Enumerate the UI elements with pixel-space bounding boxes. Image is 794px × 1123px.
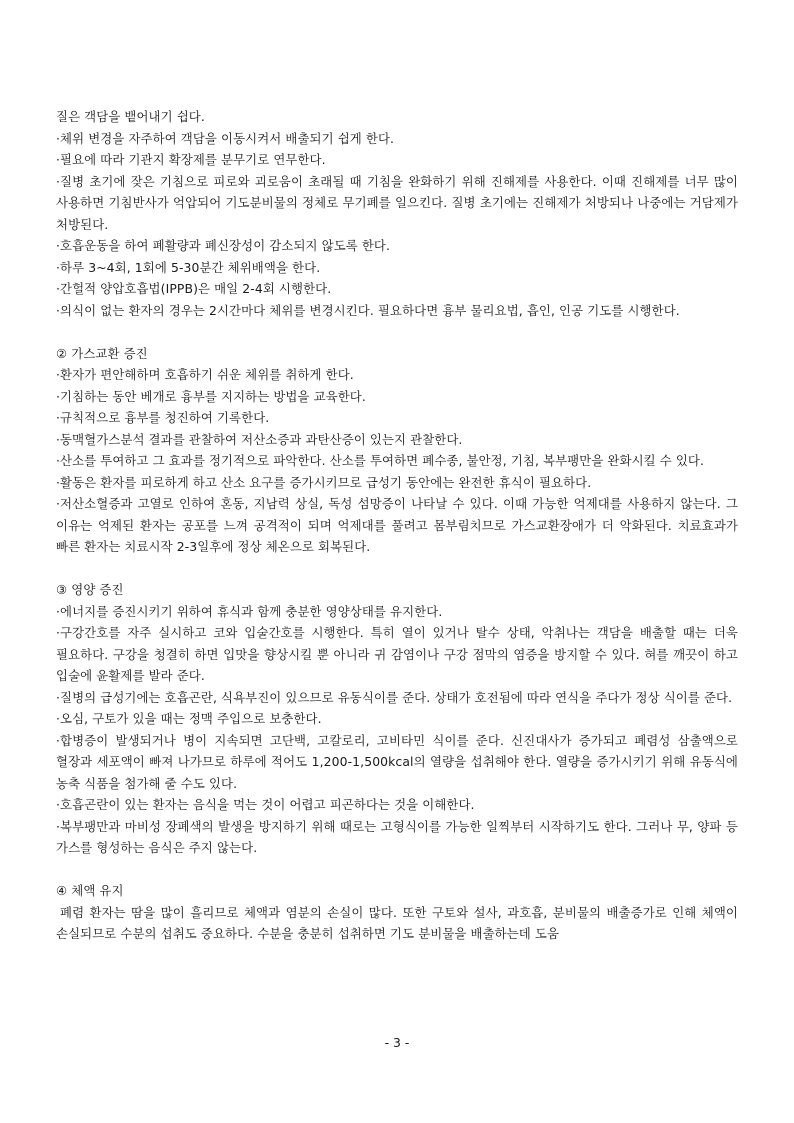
spacer xyxy=(56,859,738,881)
bullet-item: ·에너지를 증진시키기 위하여 휴식과 함께 충분한 영양상태를 유지한다. xyxy=(56,603,443,619)
bullet-item: ·동맥혈가스분석 결과를 관찰하여 저산소증과 과탄산증이 있는지 관찰한다. xyxy=(56,431,463,447)
bullet-item: ·체위 변경을 자주하여 객담을 이동시켜서 배출되기 쉽게 한다. xyxy=(56,130,395,146)
bullet-item: ·오심, 구토가 있을 때는 정맥 주입으로 보충한다. xyxy=(56,711,322,726)
section-nutrition xyxy=(56,579,738,859)
bullet-item: ·산소를 투여하고 그 효과를 정기적으로 파악한다. 산소를 투여하면 폐수종, 불안정, 기침, 복부팽만을 완화시킬 수 있다. xyxy=(56,453,705,468)
page-number: - 3 - xyxy=(384,1035,410,1050)
bullet-item: ·질병의 급성기에는 호흡곤란, 식욕부진이 있으므로 유동식이를 준다. 상태가 호전됨에 따라 연식을 주다가 정상 식이를 준다. xyxy=(56,689,733,705)
section-heading: ② 가스교환 증진 xyxy=(56,345,148,361)
bullet-item: ·간헐적 양압호흡법(IPPB)은 매일 2-4회 시행한다. xyxy=(56,281,332,296)
bullet-item: ·호흡운동을 하여 폐활량과 폐신장성이 감소되지 않도록 한다. xyxy=(56,238,391,253)
bullet-item: ·구강간호를 자주 실시하고 코와 입술간호를 시행한다. 특히 열이 있거나 탈수 상태, 악취나는 객담을 배출할 때는 더욱 필요하다. 구강을 청결히 하면 입맛을 향상시킬 뿐 아니라 귀 감염이나 구강 점막의 염증을 방지할 수 있다. 혀를 깨끗이 하고 입술에 윤활제를 발라 준다. xyxy=(56,625,738,683)
paragraph: 폐렴 환자는 땀을 많이 흘리므로 체액과 염분의 손실이 많다. 또한 구토와 설사, 과호흡, 분비물의 배출증가로 인해 체액이 손실되므로 수분의 섭취도 중요하다. 수분을 충분히 섭취하면 기도 분비물을 배출하는데 도움 xyxy=(56,904,738,941)
bullet-item: ·합병증이 발생되거나 병이 지속되면 고단백, 고칼로리, 고비타민 식이를 준다. 신진대사가 증가되고 폐렴성 삼출액으로 혈장과 세포액이 빠져 나가므로 하루에 적어도 1,200-1,500kcal의 열량을 섭취해야 한다. 열량을 증가시키기 위해 유동식에 농축 식품을 첨가해 줄 수도 있다. xyxy=(56,732,738,791)
bullet-item: ·활동은 환자를 피로하게 하고 산소 요구를 증가시키므로 급성기 동안에는 완전한 휴식이 필요하다. xyxy=(56,474,592,490)
bullet-item: ·규칙적으로 흉부를 청진하여 기록한다. xyxy=(56,410,270,425)
paragraph: 질은 객담을 뱉어내기 쉽다. xyxy=(56,109,205,124)
bullet-item: ·저산소혈증과 고열로 인하여 혼동, 지남력 상실, 독성 섬망증이 나타날 수 있다. 이때 가능한 억제대를 사용하지 않는다. 그 이유는 억제된 환자는 공포를 느껴 공격적이 되며 억제대를 풀려고 몸부림치므로 가스교환장애가 더 악화된다. 치료효과가 빠른 환자는 치료시작 2-3일후에 정상 체온으로 회복된다. xyxy=(56,496,738,554)
spacer xyxy=(56,558,738,580)
spacer xyxy=(56,321,738,343)
bullet-item: ·복부팽만과 마비성 장폐색의 발생을 방지하기 위해 때로는 고형식이를 가능한 일찍부터 시작하기도 한다. 그러나 무, 양파 등 가스를 형성하는 음식은 주지 않는다. xyxy=(56,818,738,855)
section-heading: ③ 영양 증진 xyxy=(56,582,124,597)
bullet-item: ·의식이 없는 환자의 경우는 2시간마다 체위를 변경시킨다. 필요하다면 흉부 물리요법, 흡인, 인공 기도를 시행한다. xyxy=(56,302,680,318)
bullet-item: ·기침하는 동안 베개로 흉부를 지지하는 방법을 교육한다. xyxy=(56,388,366,404)
section-heading: ④ 체액 유지 xyxy=(56,883,124,898)
page-body xyxy=(56,106,738,945)
section-gas-exchange xyxy=(56,343,738,558)
intro-block xyxy=(56,106,738,321)
bullet-item: ·환자가 편안해하며 호흡하기 쉬운 체위를 취하게 한다. xyxy=(56,367,354,382)
bullet-item: ·질병 초기에 잦은 기침으로 피로와 괴로움이 초래될 때 기침을 완화하기 위해 진해제를 사용한다. 이때 진해제를 너무 많이 사용하면 기침반사가 억압되어 기도분비물의 정체로 무기폐를 일으킨다. 질병 초기에는 진해제가 처방되나 나중에는 거담제가 처방된다. xyxy=(56,173,738,232)
bullet-item: ·하루 3~4회, 1회에 5-30분간 체위배액을 한다. xyxy=(56,259,321,275)
bullet-item: ·호흡곤란이 있는 환자는 음식을 먹는 것이 어렵고 피곤하다는 것을 이해한다. xyxy=(56,797,475,812)
bullet-item: ·필요에 따라 기관지 확장제를 분무기로 연무한다. xyxy=(56,152,326,167)
section-fluid-balance xyxy=(56,880,738,945)
